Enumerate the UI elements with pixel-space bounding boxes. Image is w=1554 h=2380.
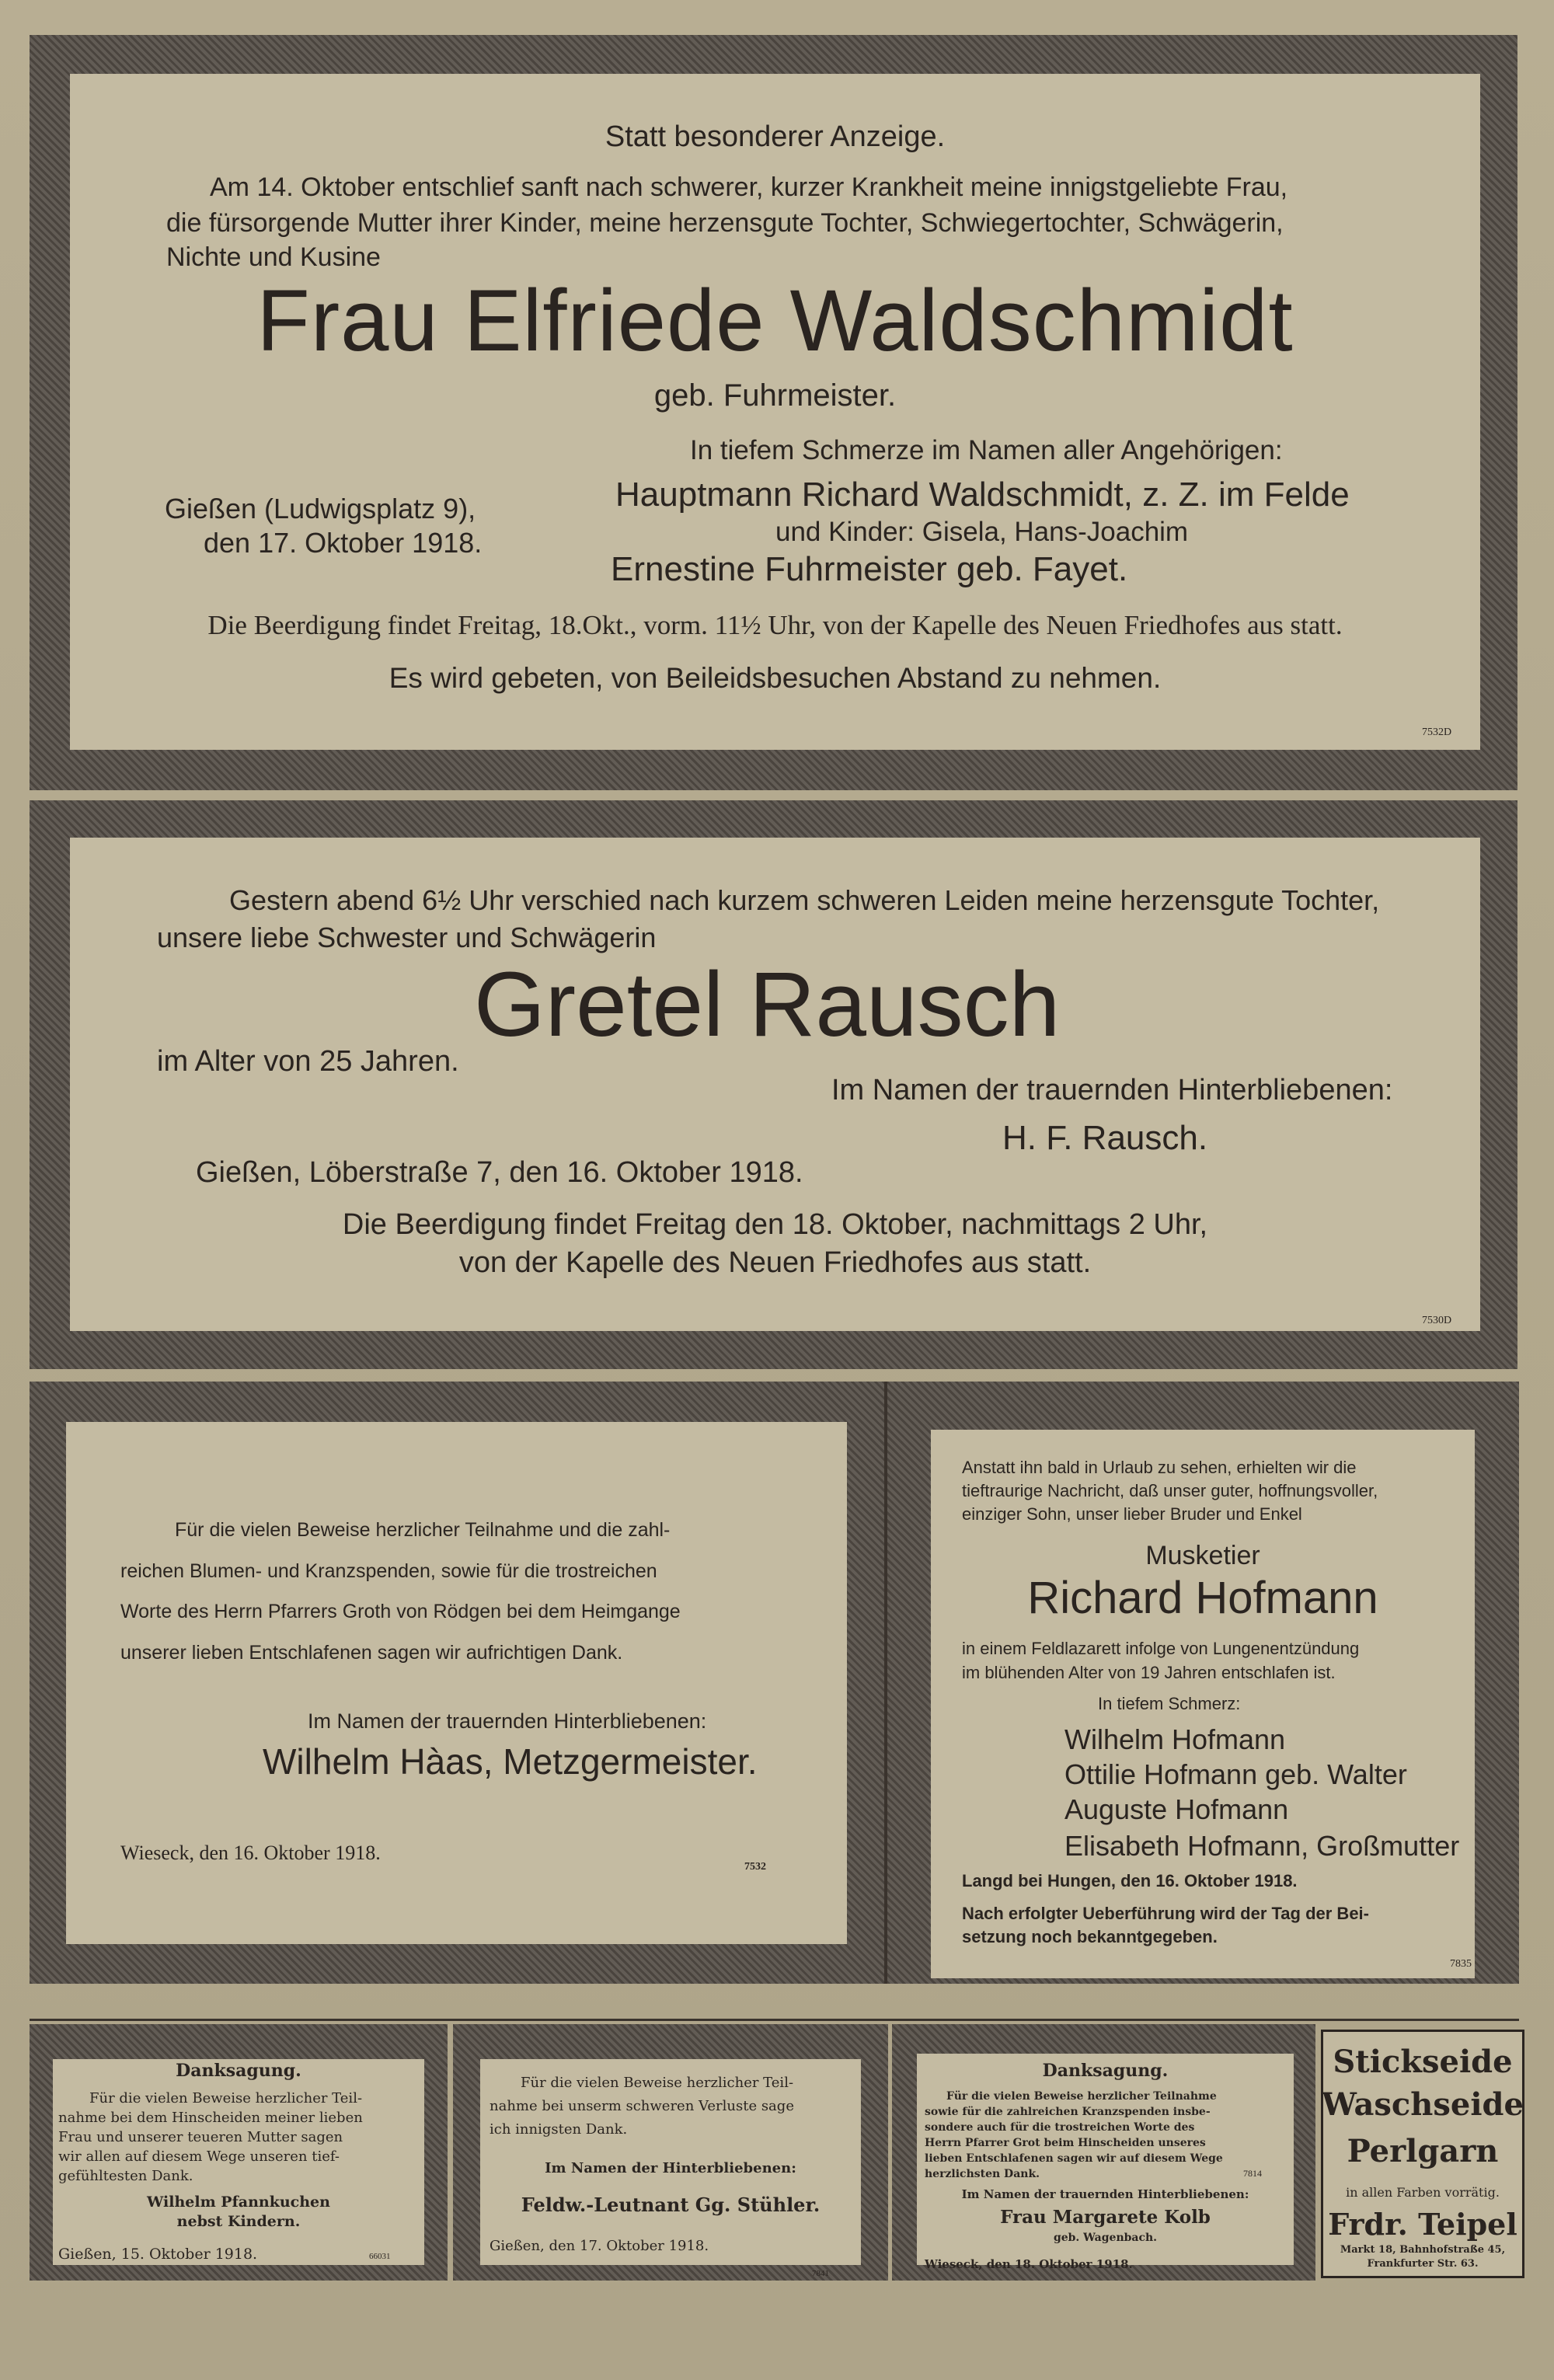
notice-2-funeral-1: Die Beerdigung findet Freitag den 18. Oktober, nachmittags 2 Uhr, (342, 1208, 1208, 1241)
notice-7-maiden: geb. Wagenbach. (1053, 2232, 1158, 2244)
notice-4-name: Richard Hofmann (1027, 1573, 1378, 1623)
notice-5-line-2: nahme bei dem Hinscheiden meiner lieben (58, 2110, 363, 2126)
notice-4-line-7: setzung noch bekanntgegeben. (962, 1927, 1218, 1946)
notice-4-line-3: einziger Sohn, unser lieber Bruder und Enkel (962, 1504, 1302, 1524)
notice-5-signer-1: Wilhelm Pfannkuchen (147, 2194, 330, 2211)
notice-4-line-5: im blühenden Alter von 19 Jahren entschlafen ist. (962, 1663, 1336, 1682)
notice-7-code: 7814 (1243, 2168, 1262, 2179)
notice-3-mourning-intro: Im Namen der trauernden Hinterbliebenen: (308, 1709, 707, 1733)
notice-1-code: 7532D (1422, 727, 1452, 738)
notice-4-code: 7835 (1450, 1958, 1472, 1970)
notice-6-line-3: ich innigsten Dank. (490, 2121, 628, 2138)
notice-1-mourner-3: Ernestine Fuhrmeister geb. Fayet. (611, 550, 1128, 588)
notice-3-code: 7532 (744, 1861, 766, 1873)
notice-6-place-date: Gießen, den 17. Oktober 1918. (490, 2238, 709, 2254)
notice-2-line-2: unsere liebe Schwester und Schwägerin (157, 922, 657, 953)
notice-1-maiden-name: geb. Fuhrmeister. (653, 378, 897, 413)
notice-1-intro-line-3: Nichte und Kusine (166, 242, 381, 272)
notice-7-line-2: sowie für die zahlreichen Kranzspenden insbe- (925, 2106, 1211, 2118)
notice-4-mourner-2: Ottilie Hofmann geb. Walter (1064, 1758, 1407, 1790)
notice-1-intro-line-2: die fürsorgende Mutter ihrer Kinder, meine herzensgute Tochter, Schwiegertochter, Schwägerin, (166, 208, 1284, 238)
ad-company: Frdr. Teipel (1328, 2207, 1517, 2242)
notice-7-signer: Frau Margarete Kolb (1000, 2207, 1211, 2228)
notice-1-mourner-2: und Kinder: Gisela, Hans-Joachim (775, 517, 1189, 547)
notice-6-line-2: nahme bei unserm schweren Verluste sage (490, 2098, 794, 2114)
notice-4-mourning-intro: In tiefem Schmerz: (1098, 1694, 1241, 1713)
notice-3-signer: Wilhelm Hàas, Metzgermeister. (263, 1741, 758, 1782)
notice-1-funeral: Die Beerdigung findet Freitag, 18.Okt., vorm. 11½ Uhr, von der Kapelle des Neuen Friedhofes aus statt. (207, 610, 1343, 640)
notice-4-mourner-1: Wilhelm Hofmann (1064, 1723, 1286, 1755)
notice-1-request: Es wird gebeten, von Beileidsbesuchen Abstand zu nehmen. (388, 662, 1162, 694)
notice-7-title: Danksagung. (1042, 2061, 1169, 2081)
notice-7-mourning-intro: Im Namen der trauernden Hinterbliebenen: (961, 2187, 1249, 2201)
notice-3-panel (66, 1422, 847, 1944)
notice-7-line-3: sondere auch für die trostreichen Worte des (925, 2121, 1195, 2134)
column-rule (884, 1382, 887, 1984)
notice-7-line-5: lieben Entschlafenen sagen wir auf diesem Wege (925, 2152, 1223, 2165)
notice-2-code: 7530D (1422, 1315, 1452, 1326)
notice-5-line-4: wir allen auf diesem Wege unseren tief- (58, 2148, 340, 2165)
notice-1-deceased-name: Frau Elfriede Waldschmidt (256, 272, 1294, 369)
notice-6-code: 7841 (812, 2269, 829, 2278)
ad-address-2: Frankfurter Str. 63. (1367, 2258, 1479, 2270)
notice-2-age: im Alter von 25 Jahren. (157, 1045, 459, 1078)
notice-5-line-3: Frau und unserer teueren Mutter sagen (58, 2129, 343, 2145)
notice-2-mourning-intro: Im Namen der trauernden Hinterbliebenen: (831, 1074, 1393, 1106)
notice-3-line-4: unserer lieben Entschlafenen sagen wir aufrichtigen Dank. (120, 1642, 623, 1664)
notice-7-line-1: Für die vielen Beweise herzlicher Teilnahme (946, 2090, 1217, 2103)
notice-4-line-2: tieftraurige Nachricht, daß unser guter, hoffnungsvoller, (962, 1481, 1378, 1500)
notice-6-line-1: Für die vielen Beweise herzlicher Teil- (521, 2075, 794, 2091)
ad-line-1: Stickseide (1333, 2044, 1513, 2080)
ad-line-3: Perlgarn (1347, 2133, 1499, 2169)
notice-3-line-2: reichen Blumen- und Kranzspenden, sowie für die trostreichen (120, 1560, 657, 1582)
notice-4-place-date: Langd bei Hungen, den 16. Oktober 1918. (962, 1871, 1298, 1890)
notice-4-rank: Musketier (1145, 1541, 1260, 1570)
ad-line-4: in allen Farben vorrätig. (1346, 2185, 1500, 2200)
notice-5-signer-2: nebst Kindern. (176, 2213, 301, 2230)
notice-5-code: 66031 (369, 2252, 391, 2261)
notice-5-line-5: gefühltesten Dank. (58, 2168, 193, 2184)
notice-7-line-4: Herrn Pfarrer Grot beim Hinscheiden unseres (925, 2137, 1206, 2149)
notice-4-line-4: in einem Feldlazarett infolge von Lungenentzündung (962, 1639, 1360, 1658)
notice-3-line-3: Worte des Herrn Pfarrers Groth von Rödgen bei dem Heimgange (120, 1601, 681, 1622)
notice-4-mourner-3: Auguste Hofmann (1064, 1793, 1289, 1825)
notice-4-line-1: Anstatt ihn bald in Urlaub zu sehen, erhielten wir die (962, 1458, 1357, 1477)
notice-6-signer: Feldw.-Leutnant Gg. Stühler. (521, 2194, 821, 2216)
notice-7-line-6: herzlichsten Dank. (925, 2168, 1040, 2180)
notice-1-intro-line-1: Am 14. Oktober entschlief sanft nach schwerer, kurzer Krankheit meine innigstgeliebte Frau, (210, 172, 1288, 202)
horizontal-rule (30, 2019, 1519, 2021)
notice-6-mourning-intro: Im Namen der Hinterbliebenen: (545, 2160, 796, 2176)
notice-5-line-1: Für die vielen Beweise herzlicher Teil- (89, 2090, 363, 2106)
notice-7-place-date: Wieseck, den 18. Oktober 1918. (925, 2257, 1133, 2271)
notice-1-date: den 17. Oktober 1918. (204, 527, 483, 559)
ad-address-1: Markt 18, Bahnhofstraße 45, (1340, 2244, 1506, 2256)
notice-4-mourner-4: Elisabeth Hofmann, Großmutter (1064, 1830, 1460, 1862)
notice-2-line-1: Gestern abend 6½ Uhr verschied nach kurzem schweren Leiden meine herzensgute Tochter, (229, 884, 1380, 916)
notice-2-funeral-2: von der Kapelle des Neuen Friedhofes aus statt. (458, 1246, 1092, 1279)
notice-5-title: Danksagung. (176, 2061, 301, 2081)
notice-1-mourning-intro: In tiefem Schmerze im Namen aller Angehörigen: (690, 435, 1283, 465)
notice-1-header: Statt besonderer Anzeige. (605, 120, 946, 153)
notice-3-line-1: Für die vielen Beweise herzlicher Teilnahme und die zahl- (175, 1519, 671, 1541)
notice-2-deceased-name: Gretel Rausch (474, 953, 1061, 1056)
notice-1-place: Gießen (Ludwigsplatz 9), (165, 493, 476, 524)
notice-2-signer: H. F. Rausch. (1002, 1119, 1208, 1157)
notice-3-place-date: Wieseck, den 16. Oktober 1918. (120, 1842, 381, 1864)
ad-line-2: Waschseide (1322, 2086, 1524, 2123)
notice-1-mourner-1: Hauptmann Richard Waldschmidt, z. Z. im Felde (615, 476, 1350, 514)
notice-4-line-6: Nach erfolgter Ueberführung wird der Tag der Bei- (962, 1904, 1369, 1923)
notice-5-place-date: Gießen, 15. Oktober 1918. (58, 2246, 258, 2263)
notice-2-place-date: Gießen, Löberstraße 7, den 16. Oktober 1918. (196, 1156, 803, 1189)
